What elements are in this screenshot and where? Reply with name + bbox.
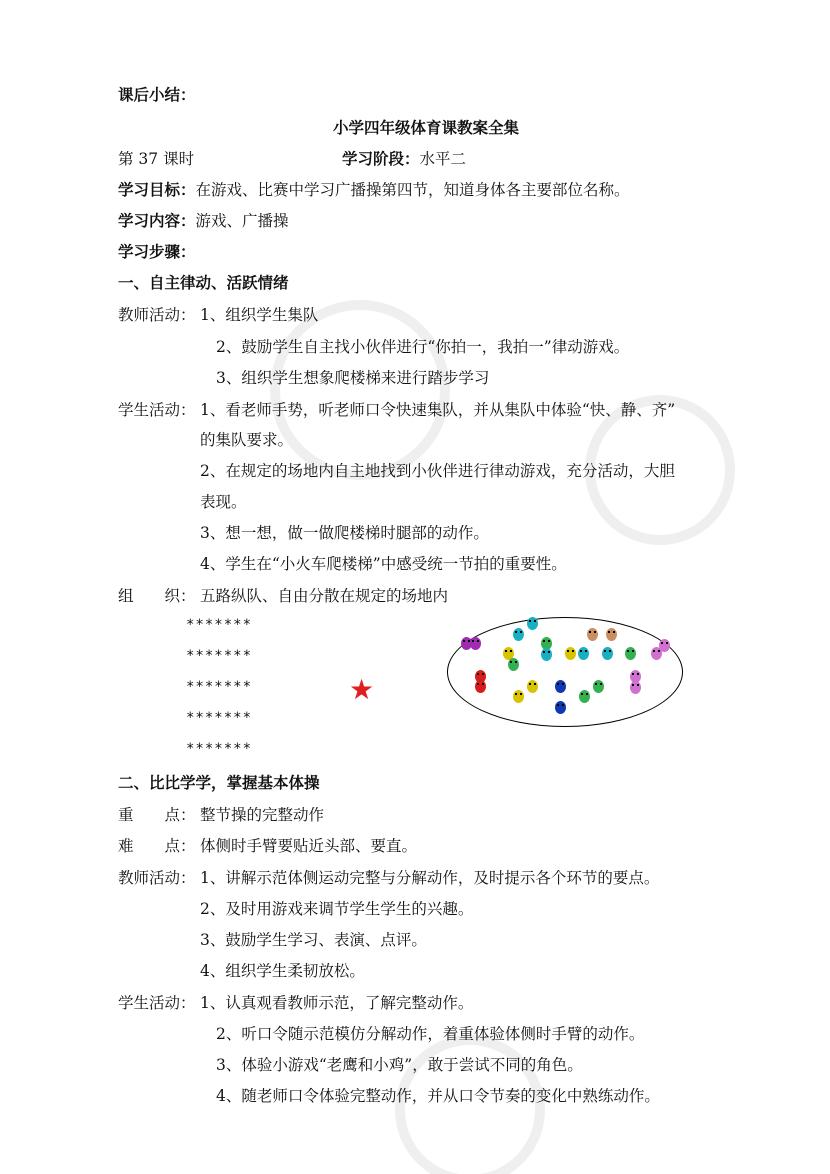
goal	[118, 179, 630, 201]
student-dot-icon	[565, 647, 576, 660]
goal-label: 学习目标：	[118, 180, 196, 199]
doc-title: 小学四年级体育课教案全集	[333, 118, 520, 137]
formation-row: *******	[186, 741, 253, 757]
goal-value: 在游戏、比赛中学习广播操第四节，知道身体各主要部位名称。	[195, 181, 630, 199]
student-dot-icon	[659, 639, 670, 652]
s2-student-item: 4、随老师口令体验完整动作，并从口令节奏的变化中熟练动作。	[216, 1087, 660, 1105]
s2-teacher-item: 1、讲解示范体侧运动完整与分解动作，及时提示各个环节的要点。	[200, 869, 660, 887]
s1-student-item: 3、想一想，做一做爬楼梯时腿部的动作。	[200, 524, 489, 542]
content-label: 学习内容：	[118, 211, 196, 230]
student-dot-icon	[579, 690, 590, 703]
steps-label: 学习步骤：	[118, 242, 196, 261]
section2-heading: 二、比比学学，掌握基本体操	[118, 773, 320, 792]
s1-student-label: 学生活动：	[118, 401, 196, 419]
s1-student-item: 4、学生在“小火车爬楼梯”中感受统一节拍的重要性。	[200, 555, 567, 573]
s2-teacher-item: 2、及时用游戏来调节学生学生的兴趣。	[200, 900, 474, 918]
summary-label: 课后小结：	[118, 85, 196, 104]
student-dot-icon	[513, 628, 524, 641]
student-dot-icon	[602, 647, 613, 660]
key-value: 整节操的完整动作	[200, 806, 325, 824]
formation-row: *******	[186, 679, 253, 695]
s2-student-label: 学生活动：	[118, 994, 196, 1012]
student-dot-icon	[470, 637, 481, 650]
student-dot-icon	[625, 647, 636, 660]
student-dot-icon	[606, 628, 617, 641]
s2-student-item: 2、听口令随示范模仿分解动作，着重体验体侧时手臂的动作。	[216, 1025, 645, 1043]
lesson-number: 第 37 课时	[118, 150, 195, 168]
stage-label: 学习阶段：	[342, 149, 420, 168]
formation-row: *******	[186, 648, 253, 664]
formation-row: *******	[186, 617, 253, 633]
student-dot-icon	[527, 680, 538, 693]
student-dot-icon	[593, 680, 604, 693]
student-dot-icon	[513, 690, 524, 703]
diff-label: 难 点：	[118, 837, 196, 855]
student-dot-icon	[630, 681, 641, 694]
org-label: 组 织：	[118, 587, 196, 605]
s2-teacher-item: 3、鼓励学生学习、表演、点评。	[200, 931, 427, 949]
student-dot-icon	[475, 680, 486, 693]
s2-student-item: 1、认真观看教师示范，了解完整动作。	[200, 994, 474, 1012]
s1-teacher-item: 3、组织学生想象爬楼梯来进行踏步学习	[216, 369, 490, 387]
s2-teacher-label: 教师活动：	[118, 869, 196, 887]
s1-student-item: 的集队要求。	[200, 431, 294, 449]
stage	[342, 148, 466, 170]
s1-teacher-label: 教师活动：	[118, 306, 196, 324]
student-dot-icon	[555, 680, 566, 693]
content	[118, 210, 289, 232]
s1-student-item: 表现。	[200, 493, 247, 511]
student-dot-icon	[541, 648, 552, 661]
section1-heading: 一、自主律动、活跃情绪	[118, 273, 289, 292]
student-dot-icon	[578, 647, 589, 660]
student-dot-icon	[555, 701, 566, 714]
s2-student-item: 3、体验小游戏“老鹰和小鸡”，敢于尝试不同的角色。	[216, 1056, 583, 1074]
s1-teacher-item: 2、鼓励学生自主找小伙伴进行“你拍一，我拍一”律动游戏。	[216, 338, 630, 356]
s1-student-item: 1、看老师手势，听老师口令快速集队，并从集队中体验“快、静、齐”	[200, 401, 676, 419]
teacher-star-icon: ★	[349, 673, 375, 706]
org-value: 五路纵队、自由分散在规定的场地内	[200, 587, 449, 605]
diff-value: 体侧时手臂要贴近头部、要直。	[200, 837, 418, 855]
s2-teacher-item: 4、组织学生柔韧放松。	[200, 962, 365, 980]
student-dot-icon	[527, 617, 538, 630]
s1-student-item: 2、在规定的场地内自主地找到小伙伴进行律动游戏，充分活动，大胆	[200, 462, 675, 480]
content-value: 游戏、广播操	[195, 212, 289, 230]
formation-row: *******	[186, 710, 253, 726]
s1-teacher-item: 1、组织学生集队	[200, 306, 319, 324]
student-dot-icon	[587, 628, 598, 641]
student-dot-icon	[508, 658, 519, 671]
stage-value: 水平二	[419, 150, 467, 168]
key-label: 重 点：	[118, 806, 196, 824]
